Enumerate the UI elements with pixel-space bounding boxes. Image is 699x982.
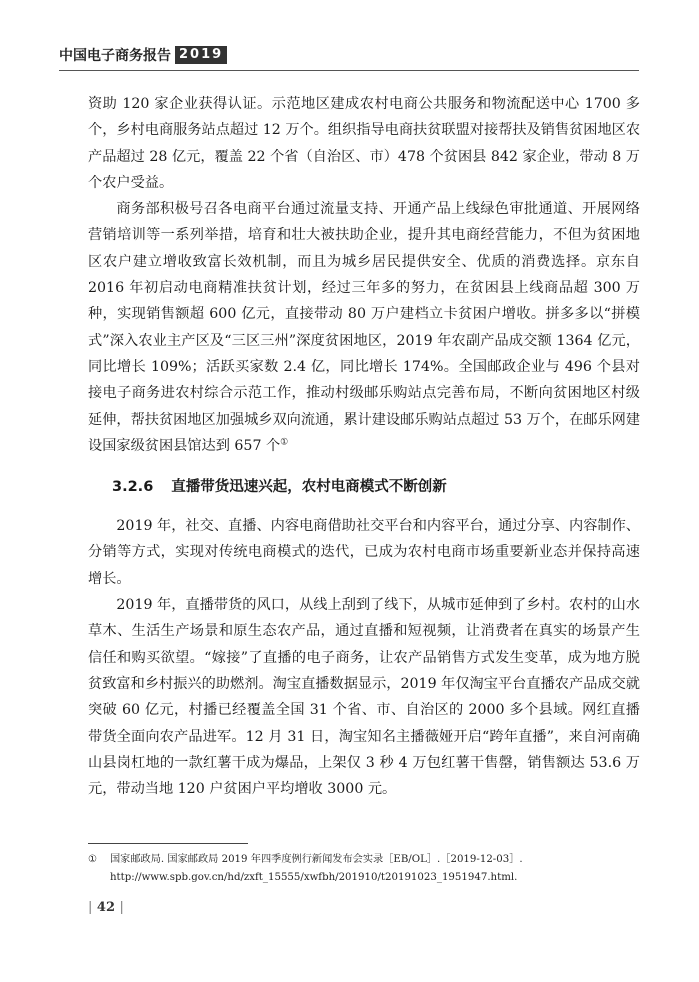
page-number-bar-right: | xyxy=(119,900,124,915)
body-text xyxy=(88,91,640,802)
paragraph: 资助 120 家企业获得认证。示范地区建成农村电商公共服务和物流配送中心 1700 多个，乡村电商服务站点超过 12 万个。组织指导电商扶贫联盟对接帮扶及销售贫困地区农产品超过 28 亿元，覆盖 22 个省（自治区、市）478 个贫困县 842 家企业，带动 8 万个农户受益。 xyxy=(88,96,641,191)
header-rule xyxy=(59,70,639,71)
footnote-reference[interactable]: ① xyxy=(280,437,289,448)
footnote xyxy=(88,851,640,887)
paragraph: 2019 年，社交、直播、内容电商借助社交平台和内容平台，通过分享、内容制作、分销等方式，实现对传统电商模式的迭代，已成为农村电商市场重要新业态并保持高速增长。 xyxy=(88,518,640,587)
paragraph xyxy=(88,196,640,459)
report-year: 2019 xyxy=(175,46,227,64)
paragraph-text: 商务部积极号召各电商平台通过流量支持、开通产品上线绿色审批通道、开展网络营销培训等一系列举措，培育和壮大被扶助企业，提升其电商经营能力，不但为贫困地区农户建立增收致富长效机制，而且为城乡居民提供安全、优质的消费选择。京东自 2016 年初启动电商精准扶贫计划，经过三年多的努力，在贫困县上线商品超 300 万种，实现销售额超 600 亿元，直接带动 80 万户建档立卡贫困户增收。拼多多以“拼模式”深入农业主产区及“三区三州”深度贫困地区，2019 年农副产品成交额 1364 亿元，同比增长 109%；活跃买家数 2.4 亿，同比增长 174%。全国邮政企业与 496 个县对接电子商务进农村综合示范工作，推动村级邮乐购站点完善布局，不断向贫困地区村级延伸，帮扶贫困地区加强城乡双向流通，累计建设邮乐购站点超过 53 万个，在邮乐网建设国家级贫困县馆达到 657 个 xyxy=(88,201,641,454)
footnote-mark: ① xyxy=(88,854,98,865)
report-title: 中国电子商务报告 xyxy=(59,48,171,64)
section-heading xyxy=(88,474,640,500)
page-number xyxy=(88,900,124,915)
footnote-url[interactable]: http://www.spb.gov.cn/hd/zxft_15555/xwfbh/201910/t20191023_1951947.html. xyxy=(110,872,518,883)
paragraph: 2019 年，直播带货的风口，从线上刮到了线下，从城市延伸到了乡村。农村的山水草木、生活生产场景和原生态农产品，通过直播和短视频，让消费者在真实的场景产生信任和购买欲望。“嫁接”了直播的电子商务，让农产品销售方式发生变革，成为地方脱贫致富和乡村振兴的助燃剂。淘宝直播数据显示，2019 年仅淘宝平台直播农产品成交就突破 60 亿元，村播已经覆盖全国 31 个省、市、自治区的 2000 多个县域。网红直播带货全面向农产品进军。12 月 31 日，淘宝知名主播薇娅开启“跨年直播”，来自河南确山县岗杠地的一款红薯干成为爆品，上架仅 3 秒 4 万包红薯干售罄，销售额达 53.6 万元，带动当地 120 户贫困户平均增收 3000 元。 xyxy=(88,597,640,798)
page-number-bar-left: | xyxy=(88,900,93,915)
running-header xyxy=(59,45,227,65)
footnote-text: 国家邮政局. 国家邮政局 2019 年四季度例行新闻发布会实录［EB/OL］.［2019-12-03］. xyxy=(110,854,523,865)
footnote-rule xyxy=(88,843,248,844)
page-number-value: 42 xyxy=(96,900,116,915)
section-title: 直播带货迅速兴起，农村电商模式不断创新 xyxy=(171,479,447,496)
section-number: 3.2.6 xyxy=(112,479,154,496)
